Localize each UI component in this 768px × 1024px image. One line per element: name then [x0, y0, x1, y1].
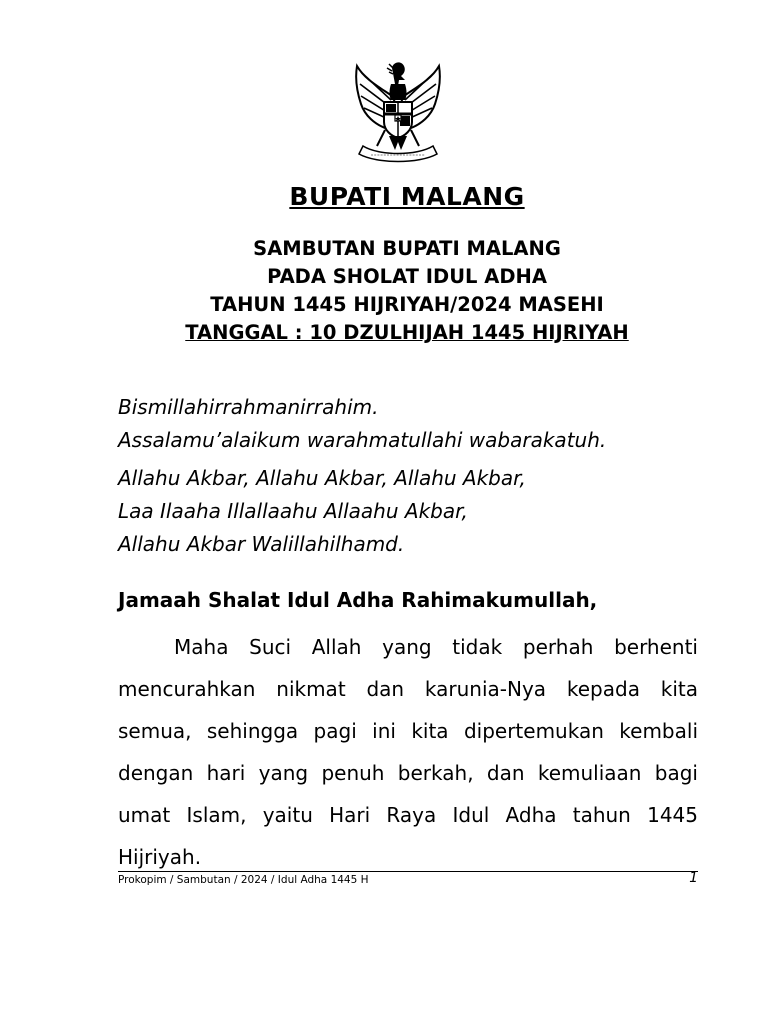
- takbir-line-3: Allahu Akbar Walillahilhamd.: [118, 532, 405, 556]
- takbir-block: [118, 462, 526, 561]
- takbir-line-2: Laa Ilaaha Illallaahu Allaahu Akbar,: [118, 499, 468, 523]
- document-title: BUPATI MALANG: [289, 182, 525, 211]
- takbir-line-1: Allahu Akbar, Allahu Akbar, Allahu Akbar,: [118, 466, 526, 490]
- heading-date-line: TANGGAL : 10 DZULHIJAH 1445 HIJRIYAH: [185, 321, 629, 344]
- footer-reference: Prokopim / Sambutan / 2024 / Idul Adha 1445 H: [118, 874, 369, 886]
- opening-greeting: [118, 391, 606, 457]
- basmala-line: Bismillahirrahmanirrahim.: [118, 395, 379, 419]
- audience-salutation: Jamaah Shalat Idul Adha Rahimakumullah,: [118, 588, 598, 612]
- garuda-pancasila-emblem-icon: [351, 58, 445, 168]
- salam-line: Assalamu’alaikum warahmatullahi wabarakatuh.: [118, 428, 607, 452]
- heading-line-2: PADA SHOLAT IDUL ADHA: [267, 265, 547, 288]
- heading-line-1: SAMBUTAN BUPATI MALANG: [253, 237, 561, 260]
- speech-heading: [0, 235, 768, 347]
- footer-divider: [118, 871, 698, 872]
- page-number: 1: [689, 870, 698, 886]
- body-paragraph: Maha Suci Allah yang tidak perhah berhenti mencurahkan nikmat dan karunia-Nya kepada kita semua, sehingga pagi ini kita dipertemukan kembali dengan hari yang penuh berkah, dan kemuliaan bagi umat Islam, yaitu Hari Raya Idul Adha tahun 1445 Hijriyah.: [118, 635, 698, 869]
- heading-line-3: TAHUN 1445 HIJRIYAH/2024 MASEHI: [210, 293, 604, 316]
